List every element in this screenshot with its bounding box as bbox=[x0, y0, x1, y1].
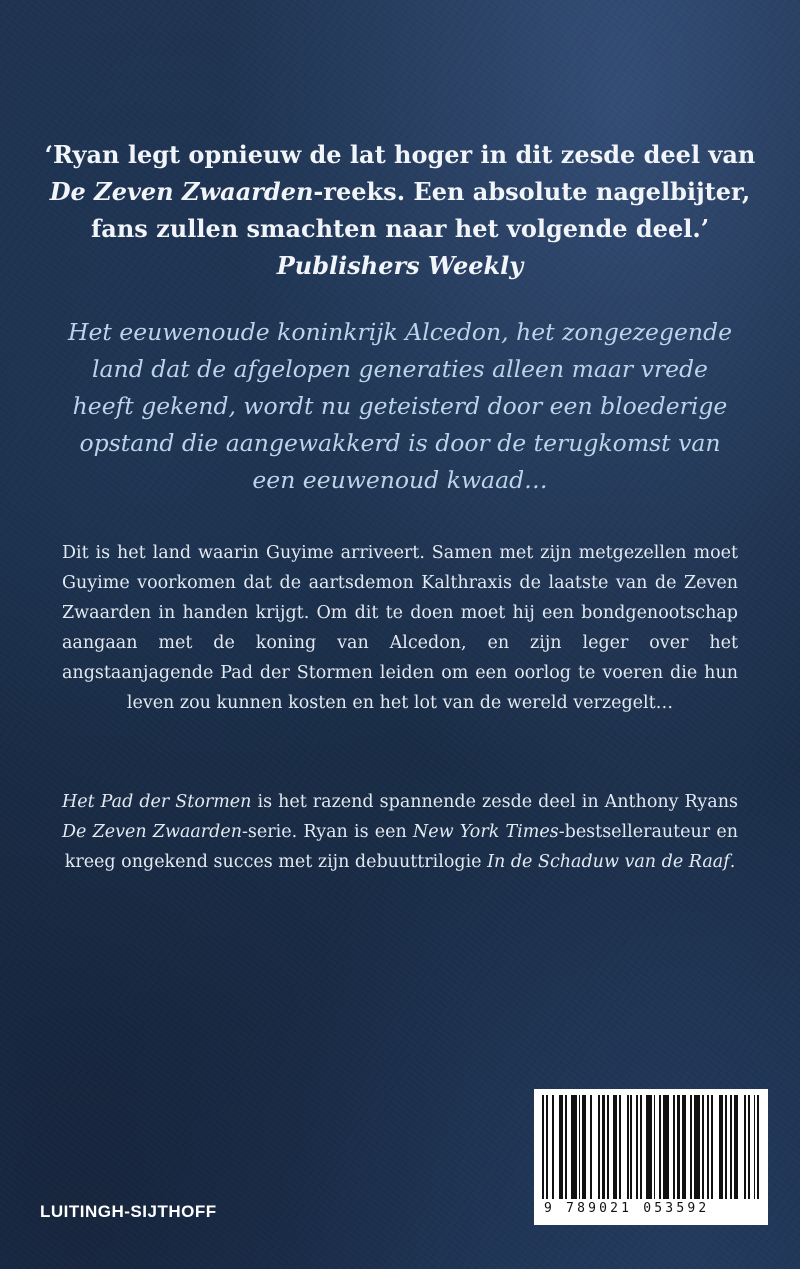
lead-line: Het eeuwenoude koninkrijk Alcedon, het zongezegende bbox=[67, 318, 732, 346]
blurb-paragraph-2 bbox=[62, 787, 738, 877]
barcode-bars bbox=[542, 1095, 760, 1199]
lead-line: opstand die aangewakkerd is door de terugkomst van bbox=[79, 429, 721, 457]
isbn-barcode bbox=[534, 1089, 768, 1225]
blurb-text bbox=[62, 787, 738, 877]
lead-paragraph bbox=[40, 314, 760, 499]
blurb-paragraph-1 bbox=[62, 538, 738, 718]
publisher-logo: LUITINGH-SIJTHOFF bbox=[40, 1202, 217, 1221]
newspaper-title: New York Times bbox=[412, 822, 559, 842]
book-title: Het Pad der Stormen bbox=[62, 792, 252, 812]
barcode-bar bbox=[757, 1095, 759, 1199]
lead-line: land dat de afgelopen generaties alleen maar vrede bbox=[92, 355, 708, 383]
lead-line: heeft gekend, wordt nu geteisterd door een bloederige bbox=[72, 392, 728, 420]
quote-text: -reeks. Een absolute nagelbijter, bbox=[313, 177, 751, 206]
trilogy-title: In de Schaduw van de Raaf bbox=[487, 852, 730, 872]
isbn-number: 9 789021 053592 bbox=[544, 1201, 710, 1216]
blurb-text: Dit is het land waarin Guyime arriveert. Samen met zijn metgezellen moet Guyime voorkomen dat de aartsdemon Kalthraxis de laatste van de Zeven Zwaarden in handen krijgt. Om dit te doen moet hij een bondgenootschap aangaan met de koning van Alcedon, en zijn leger over het angstaanjagende Pad der Stormen leiden om een oorlog te voeren die hun leven zou kunnen kosten en het lot van de wereld verzegelt… bbox=[62, 543, 738, 713]
quote-line: fans zullen smachten naar het volgende deel.’ bbox=[90, 214, 710, 243]
series-title: De Zeven Zwaarden bbox=[62, 822, 242, 842]
series-title: De Zeven Zwaarden bbox=[49, 177, 314, 206]
text: is het razend spannende zesde deel in Anthony Ryans bbox=[251, 792, 738, 812]
quote-line bbox=[40, 173, 760, 210]
text: . bbox=[729, 852, 736, 872]
review-quote bbox=[40, 136, 760, 284]
lead-line: een eeuwenoud kwaad… bbox=[252, 466, 548, 494]
quote-source: Publishers Weekly bbox=[276, 251, 524, 280]
text: -serie. Ryan is een bbox=[242, 822, 413, 842]
quote-line: ‘Ryan legt opnieuw de lat hoger in dit zesde deel van bbox=[44, 140, 756, 169]
text: -bestsellerauteur en kreeg ongekend succes met zijn debuuttrilogie bbox=[64, 822, 738, 872]
